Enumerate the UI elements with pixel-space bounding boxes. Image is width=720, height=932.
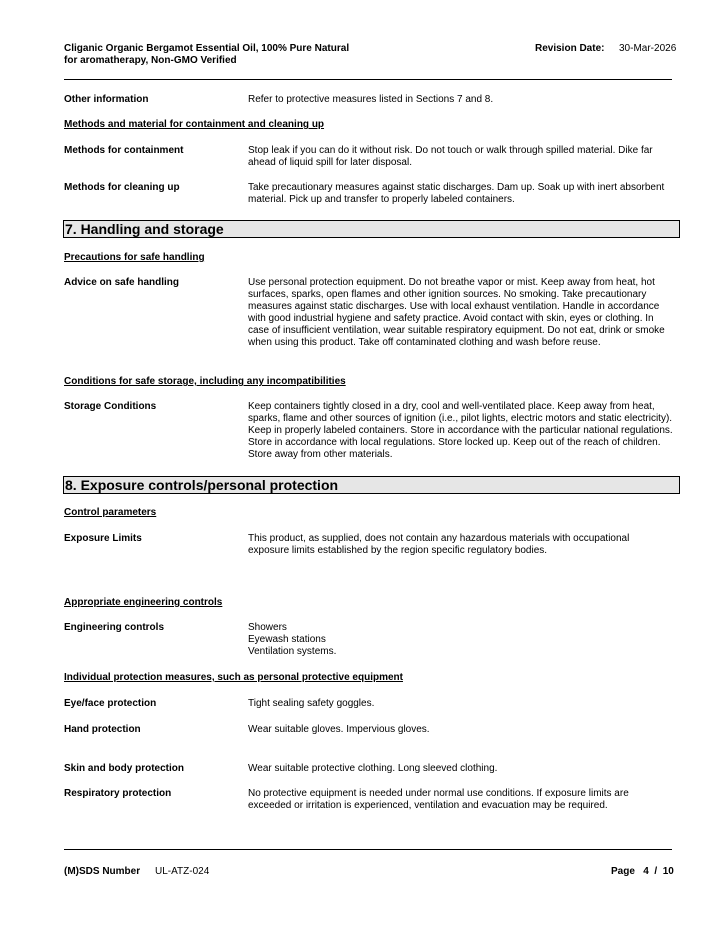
skin-protection-label: Skin and body protection: [64, 763, 185, 774]
individual-protection-heading: Individual protection measures, such as personal protective equipment: [64, 672, 403, 683]
advice-value: Use personal protection equipment. Do not breathe vapor or mist. Keep away from heat, hot surfaces, sparks, open flames and other ignition sources. No smoking. Take precautionary measures against static discharges. Use with local exhaust ventilation. Handle in accordance with good industrial hygiene and safety practice. Avoid contact with skin, eyes or clothing. In case of insufficient ventilation, wear suitable respiratory equipment. Do not eat, drink or smoke when using this product. Take off contaminated clothing and wash before reuse.: [248, 277, 665, 348]
sds-number-value: UL-ATZ-024: [155, 866, 210, 877]
list-item: Ventilation systems.: [248, 646, 337, 657]
conditions-heading: Conditions for safe storage, including any incompatibilities: [64, 376, 346, 387]
revision-date-value: 30-Mar-2026: [619, 43, 677, 54]
cleaning-value: Take precautionary measures against static discharges. Dam up. Soak up with inert absorbent material. Pick up and transfer to properly labeled containers.: [248, 182, 665, 205]
engineering-label: Engineering controls: [64, 622, 165, 633]
control-parameters-heading: Control parameters: [64, 507, 157, 518]
section-8-header: 8. Exposure controls/personal protection: [63, 476, 680, 494]
skin-protection-value: Wear suitable protective clothing. Long sleeved clothing.: [248, 763, 498, 774]
footer-divider: [64, 849, 672, 850]
section-7-header: 7. Handling and storage: [63, 220, 680, 238]
hand-protection-value: Wear suitable gloves. Impervious gloves.: [248, 724, 430, 735]
respiratory-protection-label: Respiratory protection: [64, 788, 172, 799]
storage-value: Keep containers tightly closed in a dry, cool and well-ventilated place. Keep away from heat, sparks, flame and other sources of ignition (i.e., pilot lights, electric motors and static electricity). Keep in properly labeled containers. Store in accordance with the particular national regulations. Store in accordance with local regulations. Store locked up. Keep out of the reach of children. Store away from other materials.: [248, 401, 673, 460]
respiratory-protection-value: No protective equipment is needed under normal use conditions. If exposure limits are exceeded or irritation is experienced, ventilation and evacuation may be required.: [248, 788, 629, 811]
product-name-line2: for aromatherapy, Non-GMO Verified: [64, 55, 237, 66]
list-item: Showers: [248, 622, 287, 633]
sds-number-label: (M)SDS Number: [64, 866, 141, 877]
eye-protection-value: Tight sealing safety goggles.: [248, 698, 375, 709]
methods-heading: Methods and material for containment and cleaning up: [64, 119, 325, 130]
storage-label: Storage Conditions: [64, 401, 157, 412]
precautions-heading: Precautions for safe handling: [64, 252, 205, 263]
other-info-label: Other information: [64, 94, 149, 105]
page-number: Page 4 / 10: [611, 866, 674, 877]
advice-label: Advice on safe handling: [64, 277, 180, 288]
exposure-limits-value: This product, as supplied, does not contain any hazardous materials with occupational exposure limits established by the region specific regulatory bodies.: [248, 533, 630, 556]
cleaning-label: Methods for cleaning up: [64, 182, 180, 193]
engineering-heading: Appropriate engineering controls: [64, 597, 223, 608]
revision-date-label: Revision Date:: [535, 43, 605, 54]
document-title: [64, 43, 444, 67]
engineering-list: [248, 622, 680, 658]
other-info-value: Refer to protective measures listed in Sections 7 and 8.: [248, 94, 494, 105]
containment-value: Stop leak if you can do it without risk. Do not touch or walk through spilled material. Dike far ahead of liquid spill for later disposal.: [248, 145, 653, 168]
eye-protection-label: Eye/face protection: [64, 698, 157, 709]
header-divider: [64, 79, 672, 80]
exposure-limits-label: Exposure Limits: [64, 533, 142, 544]
containment-label: Methods for containment: [64, 145, 184, 156]
list-item: Eyewash stations: [248, 634, 326, 645]
product-name-line1: Cliganic Organic Bergamot Essential Oil, 100% Pure Natural: [64, 43, 350, 54]
hand-protection-label: Hand protection: [64, 724, 141, 735]
